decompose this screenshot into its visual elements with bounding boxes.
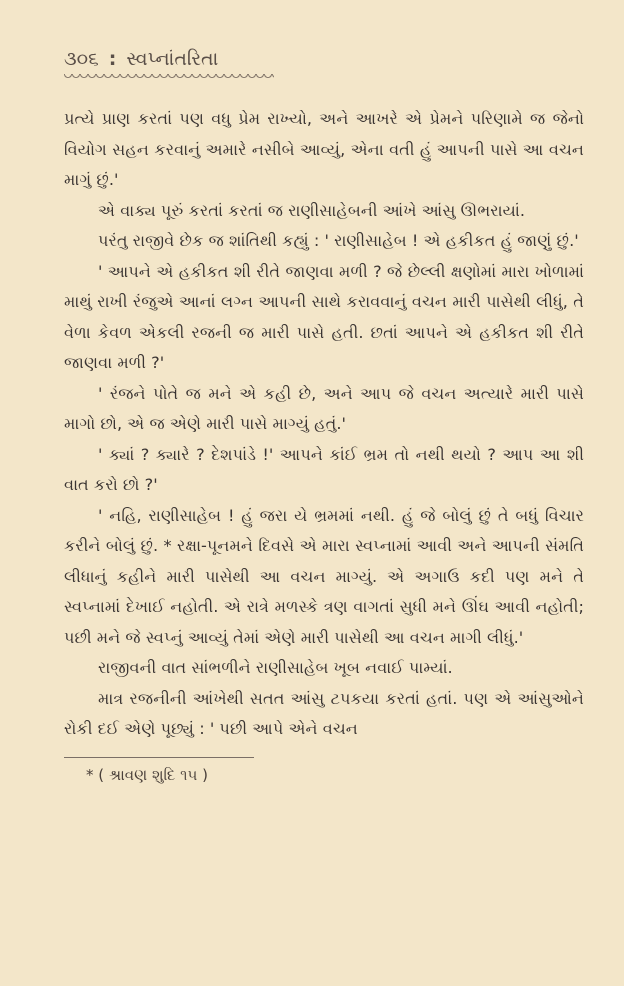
paragraph: માત્ર રજનીની આંખેથી સતત આંસુ ટપકયા કરતાં હતાં. પણ એ આંસુઓને રોકી દઈ એણે પૂછ્યું : ' પછી આપે એને વચન bbox=[64, 688, 584, 738]
footnote-divider bbox=[64, 757, 254, 758]
paragraph: ' નહિ, રાણીસાહેબ ! હું જરા યે ભ્રમમાં નથી. હું જે બોલું છું તે બધું વિચાર કરીને બોલું છું. * રક્ષા-પૂનમને દિવસે એ મારા સ્વપ્નામાં આવી અને આપની સંમતિ લીધાનું કહીને મારી પાસેથી આ વચન માગ્યું. એ અગાઉ કદી પણ મને તે સ્વપ્નામાં દેખાઈ નહોતી. એ રાત્રે મળસ્કે ત્રણ વાગતાં સુધી મને ઊંઘ આવી નહોતી; પછી મને જે સ્વપ્નું આવ્યું તેમાં એણે મારી પાસેથી આ વચન માગી લીધું.' bbox=[64, 505, 584, 647]
header-underline bbox=[64, 74, 274, 82]
page-number: ૩૦૬ bbox=[64, 48, 99, 70]
paragraph: ' રંજને પોતે જ મને એ કહી છે, અને આપ જે વચન અત્યારે મારી પાસે માગો છો, એ જ એણે મારી પાસે માગ્યું હતું.' bbox=[64, 383, 584, 433]
footnote: * ( શ્રાવણ શુદિ ૧૫ ) bbox=[86, 765, 208, 784]
running-header bbox=[64, 48, 584, 70]
paragraph: પરંતુ રાજીવે છેક જ શાંતિથી કહ્યું : ' રાણીસાહેબ ! એ હકીકત હું જાણું છું.' bbox=[98, 231, 579, 250]
paragraph: ' ક્યાં ? ક્યારે ? દેશપાંડે !' આપને કાંઈ ભ્રમ તો નથી થયો ? આપ આ શી વાત કરો છો ?' bbox=[64, 444, 584, 494]
chapter-title: સ્વપ્નાંતરિતા bbox=[126, 48, 219, 70]
paragraph: એ વાક્ય પૂરું કરતાં કરતાં જ રાણીસાહેબની આંખે આંસુ ઊભરાયાં. bbox=[98, 200, 525, 220]
header-separator: : bbox=[108, 48, 117, 70]
paragraph: રાજીવની વાત સાંભળીને રાણીસાહેબ ખૂબ નવાઈ પામ્યાં. bbox=[98, 658, 453, 677]
paragraph: પ્રત્યે પ્રાણ કરતાં પણ વધુ પ્રેમ રાખ્યો, અને આખરે એ પ્રેમને પરિણામે જ જેનો વિયોગ સહન કરવાનું અમારે નસીબે આવ્યું, એના વતી હું આપની પાસે આ વચન માગું છું.' bbox=[64, 109, 584, 189]
paragraph: ' આપને એ હકીકત શી રીતે જાણવા મળી ? જે છેલ્લી ક્ષણોમાં મારા ખોળામાં માથું રાખી રંજુએ આનાં લગ્ન આપની સાથે કરાવવાનું વચન મારી પાસેથી લીધું, તે વેળા કેવળ એકલી રજની જ મારી પાસે હતી. છતાં આપને એ હકીકત શી રીતે જાણવા મળી ?' bbox=[64, 261, 584, 372]
